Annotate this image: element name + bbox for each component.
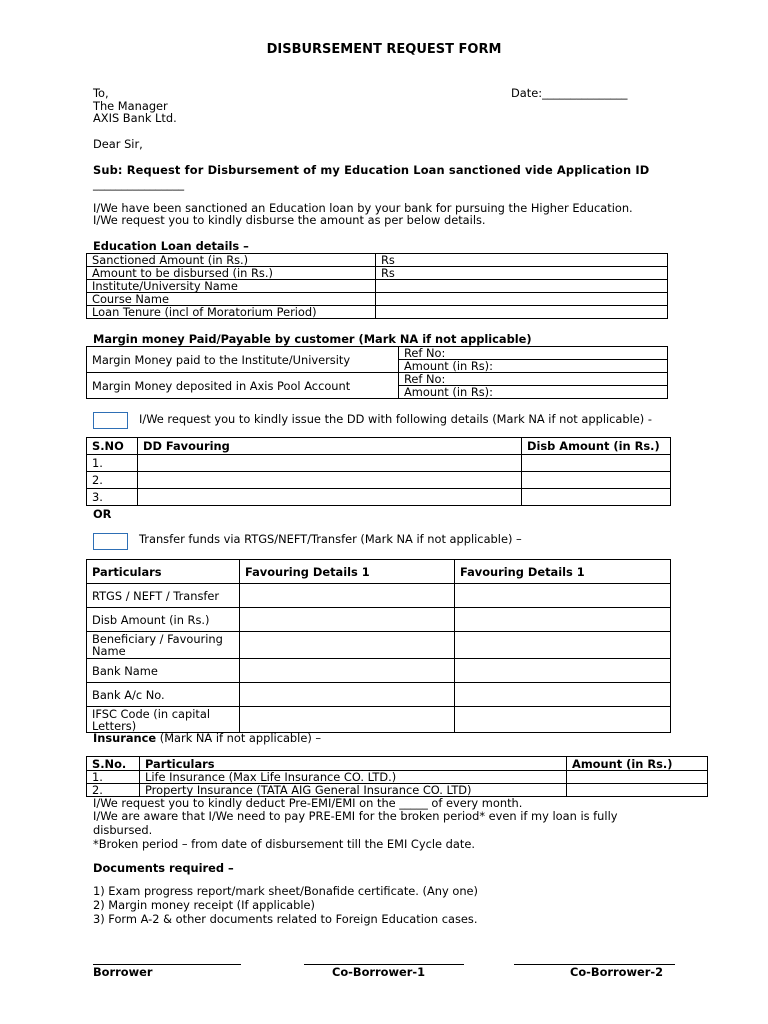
dd-option-checkbox[interactable] — [93, 412, 128, 429]
insurance-particulars: Property Insurance (TATA AIG General Insurance CO. LTD) — [140, 784, 567, 797]
insurance-heading-note: (Mark NA if not applicable) – — [156, 731, 322, 745]
transfer-row-label: Bank Name — [87, 659, 240, 683]
table-row — [87, 293, 668, 306]
dd-favouring-cell[interactable] — [138, 455, 522, 472]
table-row — [87, 683, 671, 707]
table-row — [87, 584, 671, 608]
dd-table — [86, 437, 671, 506]
insurance-heading-title: Insurance — [93, 731, 157, 745]
column-header: DD Favouring — [138, 438, 522, 455]
emi-line-4: *Broken period – from date of disbursement till the EMI Cycle date. — [93, 837, 475, 851]
transfer-option-label: Transfer funds via RTGS/NEFT/Transfer (Mark NA if not applicable) – — [139, 532, 522, 546]
insurance-heading — [93, 732, 321, 745]
co-borrower-2-label: Co-Borrower-2 — [570, 965, 663, 979]
margin-heading: Margin money Paid/Payable by customer (Mark NA if not applicable) — [93, 332, 532, 346]
transfer-row-label: RTGS / NEFT / Transfer — [87, 584, 240, 608]
loan-details-heading: Education Loan details – — [93, 239, 249, 253]
emi-line-2: I/We are aware that I/We need to pay PRE-EMI for the broken period* even if my loan is fully — [93, 809, 618, 823]
insurance-table — [86, 756, 708, 797]
loan-label: Amount to be disbursed (in Rs.) — [87, 267, 376, 280]
column-header: Favouring Details 1 — [240, 560, 455, 584]
favouring-cell[interactable] — [455, 608, 671, 632]
table-row — [87, 757, 708, 771]
row-number: 1. — [87, 455, 138, 472]
row-number: 2. — [87, 784, 140, 797]
table-row — [87, 280, 668, 293]
column-header: Particulars — [87, 560, 240, 584]
favouring-cell[interactable] — [240, 683, 455, 707]
table-row — [87, 438, 671, 455]
transfer-option-checkbox[interactable] — [93, 533, 128, 550]
insurance-amount-cell[interactable] — [567, 784, 708, 797]
column-header: S.NO — [87, 438, 138, 455]
document-item: 2) Margin money receipt (If applicable) — [93, 898, 315, 912]
column-header: Particulars — [140, 757, 567, 771]
dd-favouring-cell[interactable] — [138, 489, 522, 506]
table-row — [87, 707, 671, 733]
subject-line: Sub: Request for Disbursement of my Education Loan sanctioned vide Application ID — [93, 163, 650, 177]
table-row — [87, 347, 668, 360]
table-row — [87, 659, 671, 683]
co-borrower-1-label: Co-Borrower-1 — [332, 965, 425, 979]
transfer-row-label: Beneficiary / Favouring Name — [87, 632, 240, 659]
favouring-cell[interactable] — [240, 632, 455, 659]
table-row — [87, 254, 668, 267]
margin-ref-field[interactable]: Ref No: — [399, 373, 668, 386]
transfer-row-label: IFSC Code (in capital Letters) — [87, 707, 240, 733]
column-header: Amount (in Rs.) — [567, 757, 708, 771]
manager-label: The Manager — [93, 99, 168, 113]
table-row — [87, 373, 668, 386]
loan-label: Institute/University Name — [87, 280, 376, 293]
favouring-cell[interactable] — [455, 584, 671, 608]
intro-line-2: I/We request you to kindly disburse the amount as per below details. — [93, 213, 486, 227]
table-row — [87, 632, 671, 659]
margin-amount-field[interactable]: Amount (in Rs): — [399, 360, 668, 373]
column-header: Disb Amount (in Rs.) — [522, 438, 671, 455]
dd-amount-cell[interactable] — [522, 489, 671, 506]
table-row — [87, 455, 671, 472]
favouring-cell[interactable] — [240, 584, 455, 608]
table-row — [87, 489, 671, 506]
favouring-cell[interactable] — [455, 632, 671, 659]
table-row — [87, 472, 671, 489]
table-row — [87, 784, 708, 797]
row-number: 1. — [87, 771, 140, 784]
margin-label: Margin Money deposited in Axis Pool Account — [87, 373, 399, 399]
loan-label: Sanctioned Amount (in Rs.) — [87, 254, 376, 267]
table-row — [87, 771, 708, 784]
favouring-cell[interactable] — [240, 608, 455, 632]
transfer-table — [86, 559, 671, 733]
favouring-cell[interactable] — [455, 683, 671, 707]
table-row — [87, 267, 668, 280]
margin-amount-field[interactable]: Amount (in Rs): — [399, 386, 668, 399]
table-row — [87, 306, 668, 319]
row-number: 3. — [87, 489, 138, 506]
salutation: Dear Sir, — [93, 137, 143, 151]
insurance-particulars: Life Insurance (Max Life Insurance CO. LTD.) — [140, 771, 567, 784]
loan-details-table — [86, 253, 668, 319]
date-field[interactable]: Date:_______________ — [511, 86, 628, 100]
dd-option-label: I/We request you to kindly issue the DD with following details (Mark NA if not applicable) - — [139, 412, 652, 426]
borrower-label: Borrower — [93, 965, 153, 979]
loan-value[interactable] — [376, 280, 668, 293]
intro-line-1: I/We have been sanctioned an Education loan by your bank for pursuing the Higher Education. — [93, 201, 633, 215]
loan-value[interactable] — [376, 306, 668, 319]
favouring-cell[interactable] — [455, 659, 671, 683]
loan-value[interactable]: Rs — [376, 267, 668, 280]
dd-amount-cell[interactable] — [522, 472, 671, 489]
column-header: S.No. — [87, 757, 140, 771]
favouring-cell[interactable] — [240, 707, 455, 733]
to-label: To, — [93, 86, 109, 100]
table-row — [87, 560, 671, 584]
dd-favouring-cell[interactable] — [138, 472, 522, 489]
application-id-field[interactable]: ________________ — [93, 177, 185, 191]
loan-label: Loan Tenure (incl of Moratorium Period) — [87, 306, 376, 319]
loan-value[interactable]: Rs — [376, 254, 668, 267]
transfer-row-label: Disb Amount (in Rs.) — [87, 608, 240, 632]
margin-ref-field[interactable]: Ref No: — [399, 347, 668, 360]
row-number: 2. — [87, 472, 138, 489]
margin-label: Margin Money paid to the Institute/University — [87, 347, 399, 373]
emi-line-3: disbursed. — [93, 823, 153, 837]
loan-value[interactable] — [376, 293, 668, 306]
emi-line-1: I/We request you to kindly deduct Pre-EMI/EMI on the _____ of every month. — [93, 796, 523, 810]
favouring-cell[interactable] — [240, 659, 455, 683]
or-separator: OR — [93, 507, 112, 521]
transfer-row-label: Bank A/c No. — [87, 683, 240, 707]
bank-name: AXIS Bank Ltd. — [93, 111, 177, 125]
table-row — [87, 608, 671, 632]
page-title: DISBURSEMENT REQUEST FORM — [266, 42, 502, 57]
insurance-amount-cell[interactable] — [567, 771, 708, 784]
margin-table — [86, 346, 668, 399]
loan-label: Course Name — [87, 293, 376, 306]
document-item: 1) Exam progress report/mark sheet/Bonafide certificate. (Any one) — [93, 884, 479, 898]
document-item: 3) Form A-2 & other documents related to Foreign Education cases. — [93, 912, 478, 926]
documents-heading: Documents required – — [93, 861, 234, 875]
dd-amount-cell[interactable] — [522, 455, 671, 472]
favouring-cell[interactable] — [455, 707, 671, 733]
column-header: Favouring Details 1 — [455, 560, 671, 584]
